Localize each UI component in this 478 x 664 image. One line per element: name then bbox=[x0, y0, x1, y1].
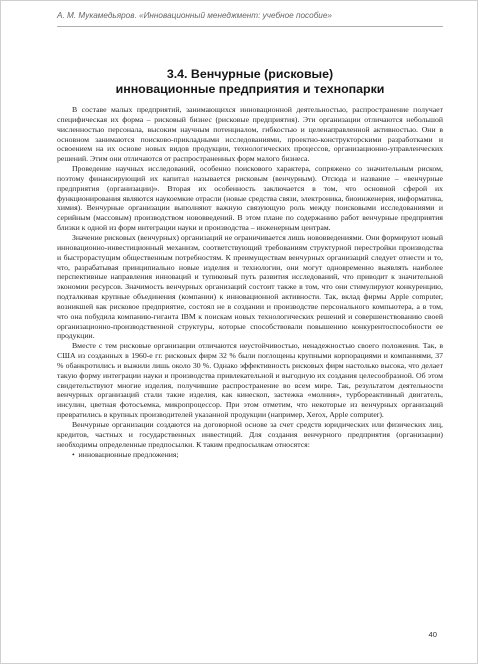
section-title-line-1: 3.4. Венчурные (рисковые) bbox=[166, 67, 334, 81]
paragraph: Значение рисковых (венчурных) организаций не ограничивается лишь нововведениями. Они формируют новый инновационно-инвестиционный механизм, соответствующий требованиям структурной перестройки производства и быстрорастущим общественным потребностям. К преимуществам венчурных организаций следует отнести и то, что, разрабатывая принципиально новые изделия и технологии, они могут одновременно выявлять наиболее перспективные направления инноваций и тупиковый путь развития исследований, что приводит к значительной экономии ресурсов. Значимость венчурных организаций состоит также в том, что они стимулируют конкуренцию, подталкивая крупные объединения (компании) к инновационной активности. Так, вклад фирмы Apple computer, возникшей как рисковое предприятие, состоял не в создании и производстве персонального компьютера, а в том, что она побудила компанию-гиганта IBM к поискам новых технологических решений и совершенствованию своей организационно-производственной структуры, которые способствовали повышению конкурентоспособности ее продукции. bbox=[57, 232, 443, 341]
section-title bbox=[57, 67, 443, 97]
list-item-text: инновационные предложения; bbox=[78, 449, 179, 459]
paragraph: Вместе с тем рисковые организации отличаются неустойчивостью, ненадежностью своего положения. Так, в США из созданных в 1960-е гг. рисковых фирм 32 % были поглощены крупными корпорациями и компаниями, 37 % обанкротились и выжили лишь около 30 %. Однако эффективность рисковых фирм настолько высока, что делает такую форму интеграции науки и производства привлекательной и выгодную их создания целесообразной. Об этом свидетельствуют многие изделия, получившие распространение во всем мире. Так, результатом деятельности венчурных организаций стали такие изделия, как кинескоп, застежка «молния», турбореактивный двигатель, инсулин, цветная фотосъемка, микропроцессор. При этом отметим, что некоторые из венчурных организаций превратились в крупных производителей указанной продукции (например, Xerox, Apple computer). bbox=[57, 341, 443, 420]
paragraph: Венчурные организации создаются на договорной основе за счет средств юридических или физических лиц, кредитов, частных и государственных инвестиций. Для создания венчурного предприятия (организации) необходимы определенные предпосылки. К таким предпосылкам относятся: bbox=[57, 420, 443, 449]
list-item bbox=[72, 450, 443, 460]
bullet-icon: • bbox=[72, 449, 75, 459]
paragraph: Проведение научных исследований, особенно поискового характера, сопряжено со значительным риском, поэтому финансирующий их капитал называется рисковым (венчурным). Отсюда и название – «венчурные предприятия (организации)». Вторая их особенность заключается в том, что основной сферой их функционирования являются наукоемкие отрасли (новые средства связи, электроника, биоинженерия, информатика, химия). Венчурные организации выполняют важную связующую роль между поисковыми исследованиями и серийным (массовым) производством нововведений. В этом плане по содержанию работ венчурные предприятия близки к одной из форм интеграции науки и производства – инженерным центрам. bbox=[57, 164, 443, 233]
page-number: 40 bbox=[428, 630, 437, 639]
bullet-list bbox=[57, 450, 443, 460]
body-text bbox=[57, 105, 443, 459]
paragraph: В составе малых предприятий, занимающихся инновационной деятельностью, распространение получает специфическая их форма – рисковый бизнес (рисковые предприятия). Эти организации отличаются небольшой численностью персонала, высоким научным потенциалом, гибкостью и целенаправленной активностью. Они в основном занимаются поисково-прикладными исследованиями, проектно-конструкторскими разработками и освоением на их основе новых видов продукции, технологических процессов, организационно-управленческих решений. Этим они отличаются от распространенных форм малого бизнеса. bbox=[57, 105, 443, 164]
header-rule bbox=[57, 26, 443, 27]
section-title-line-2: инновационные предприятия и технопарки bbox=[115, 82, 385, 96]
running-header: А. М. Мукамедьяров. «Инновационный менеджмент: учебное пособие» bbox=[57, 11, 332, 20]
